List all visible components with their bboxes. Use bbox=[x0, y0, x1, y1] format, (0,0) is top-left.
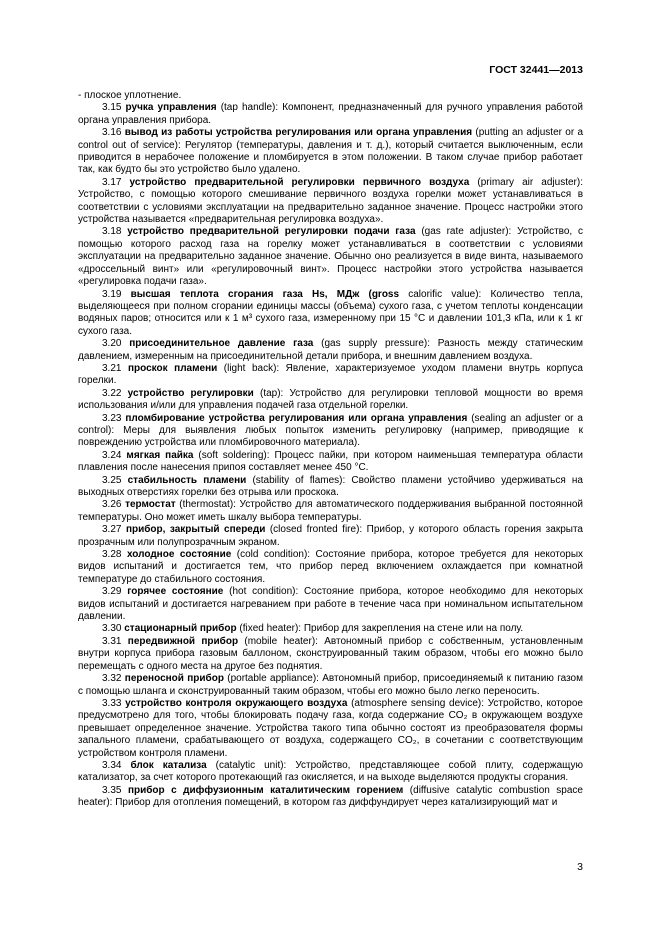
entry-term: устройство предварительной регулировки подачи газа bbox=[127, 226, 416, 238]
entry-definition: (cold condition): Состояние прибора, которое требуется для некоторых видов испытаний и достигается тем, что прибор перед включением охлаждается при комнатной температуре до стабильного состояния. bbox=[78, 549, 584, 585]
entry-number: 3.34 bbox=[102, 759, 122, 771]
definition-entry bbox=[78, 177, 583, 227]
definition-entry bbox=[78, 499, 583, 524]
entry-number: 3.19 bbox=[102, 288, 122, 300]
entry-term: прибор с диффузионным каталитическим горением bbox=[127, 784, 404, 796]
entry-definition: (tap): Устройство для регулировки тепловой мощности во время использования и/или для управления подачей газа отдельной горелки. bbox=[78, 387, 583, 412]
definitions-list bbox=[78, 102, 583, 809]
definition-entry bbox=[78, 388, 583, 413]
intro-line: - плоское уплотнение. bbox=[78, 90, 182, 101]
definition-entry bbox=[78, 623, 583, 635]
entry-number: 3.26 bbox=[102, 499, 122, 511]
entry-definition: (sealing an adjuster or a control): Меры для выявления любых попыток изменить регулировку (например, приводящие к повреждению устройства или пломбировочного материала). bbox=[78, 412, 583, 449]
definition-entry bbox=[78, 524, 583, 549]
definition-entry bbox=[78, 475, 583, 500]
definition-entry bbox=[78, 698, 583, 760]
entry-term: стационарный прибор bbox=[124, 623, 237, 635]
definition-entry bbox=[78, 363, 583, 388]
entry-term: термостат bbox=[125, 499, 176, 511]
entry-term: устройство регулировки bbox=[127, 387, 254, 399]
entry-number: 3.30 bbox=[102, 623, 122, 635]
entry-term: стабильность пламени bbox=[127, 474, 247, 486]
entry-definition: (portable appliance): Автономный прибор, присоединяемый к питанию газом с помощью шланга и сконструированный таким образом, чтобы его можно было легко переносить. bbox=[78, 673, 583, 697]
entry-definition: calorific value): Количество тепла, выделяющееся при полном сгорании единицы массы (объема) сухого газа, с учетом теплоты конденсации водяных паров; относится или к 1 м³ сухого газа, измеренному при 15 °С и давлении 101,3 кПа, или к 1 кг сухого газа. bbox=[78, 288, 584, 337]
entry-term: переносной прибор bbox=[124, 673, 224, 685]
entry-term: устройство предварительной регулировки первичного воздуха bbox=[129, 176, 470, 188]
entry-definition: (primary air adjuster): Устройство, с помощью которого смешивание первичного воздуха горелки может устанавливаться в соответствии с условиями эксплуатации на предварительно заданное значение. Процесс настройки этого устройства называется «предварительная регулировка воздуха». bbox=[78, 176, 583, 226]
entry-term: вывод из работы устройства регулирования или органа управления bbox=[124, 127, 473, 139]
document-body bbox=[78, 90, 583, 810]
entry-number: 3.18 bbox=[102, 226, 122, 238]
entry-term: ручка управления bbox=[125, 102, 217, 114]
entry-definition: (soft soldering): Процесс пайки, при котором наименьшая температура области плавления после нанесения припоя составляет менее 450 °С. bbox=[78, 449, 584, 474]
entry-definition: (diffusive catalytic combustion space heater): Прибор для отопления помещений, в котором газ диффундирует через катализирующий мат и bbox=[78, 784, 583, 809]
definition-entry bbox=[78, 586, 583, 623]
entry-definition: (catalytic unit): Устройство, представляющее собой плиту, содержащую катализатор, за счет которого протекающий газ окисляется, и на выходе выделяются продукты сгорания. bbox=[78, 759, 584, 784]
definition-entry bbox=[78, 673, 583, 698]
entry-number: 3.28 bbox=[102, 549, 122, 561]
entry-term: проскок пламени bbox=[127, 362, 218, 374]
entry-number: 3.21 bbox=[102, 362, 122, 374]
entry-number: 3.33 bbox=[102, 697, 122, 709]
definition-entry bbox=[78, 338, 583, 363]
entry-number: 3.20 bbox=[102, 338, 122, 350]
entry-definition: (atmosphere sensing device): Устройство, которое предусмотрено для того, чтобы блокировать подачу газа, когда содержание CO₂ в окружающем воздухе превышает определенное значение. Устройства такого типа обычно состоят из преобразователя формы запального пламени, срабатывающего от воздуха, содержащего CO₂, в сочетании с соответствующим устройством контроля пламени. bbox=[78, 697, 583, 759]
entry-definition: (stability of flames): Свойство пламени устойчиво удерживаться на выходных отверстиях горелки без отрыва или проскока. bbox=[78, 474, 583, 498]
entry-number: 3.32 bbox=[102, 673, 122, 685]
entry-number: 3.24 bbox=[102, 449, 122, 461]
entry-definition: (gas rate adjuster): Устройство, с помощью которого расход газа на горелку может устанавливаться в соответствии с условиями эксплуатации на предварительно заданное значение. Обычно оно реализуется в виде винта, называемого «дроссельный винт» или «регулировочный винт». Процесс настройки этого устройства называется «регулировка подачи газа». bbox=[78, 226, 584, 288]
entry-number: 3.35 bbox=[102, 784, 122, 796]
entry-definition: (closed fronted fire): Прибор, у которого область горения закрыта прозрачным или полупрозрачным экраном. bbox=[78, 524, 583, 548]
entry-number: 3.22 bbox=[102, 387, 122, 399]
entry-number: 3.15 bbox=[102, 102, 122, 114]
entry-number: 3.29 bbox=[102, 586, 122, 598]
entry-term: блок катализа bbox=[130, 759, 207, 771]
entry-definition: (mobile heater): Автономный прибор с собственным, установленным внутри корпуса прибора газовым баллоном, сконструированный таким образом, чтобы его можно было перемещать с одного места на другое без поднятия. bbox=[78, 635, 583, 672]
definition-entry bbox=[78, 760, 583, 785]
entry-term: горячее состояние bbox=[127, 586, 224, 598]
entry-term: устройство контроля окружающего воздуха bbox=[125, 697, 348, 709]
definition-entry bbox=[78, 413, 583, 450]
entry-term: прибор, закрытый спереди bbox=[125, 524, 266, 536]
definition-entry bbox=[78, 549, 583, 586]
entry-term: передвижной прибор bbox=[127, 635, 239, 647]
definition-entry bbox=[78, 636, 583, 673]
entry-definition: (hot condition): Состояние прибора, которое необходимо для некоторых видов испытаний и достигается нагреванием при работе в течение часа при номинальном испытательном давлении. bbox=[78, 586, 583, 623]
entry-definition: (thermostat): Устройство для автоматического поддерживания выбранной постоянной температуры. Оно может иметь шкалу выбора температуры. bbox=[78, 499, 584, 523]
definition-entry bbox=[78, 127, 583, 177]
document-header: ГОСТ 32441—2013 bbox=[489, 64, 583, 76]
entry-number: 3.23 bbox=[102, 412, 122, 424]
entry-definition: (gas supply pressure): Разность между статическим давлением, измеренным на присоединительной детали прибора, и внешним давлением воздуха. bbox=[78, 338, 583, 362]
entry-term: мягкая пайка bbox=[126, 449, 194, 461]
entry-term: холодное состояние bbox=[126, 549, 232, 561]
entry-definition: (tap handle): Компонент, предназначенный для ручного управления работой органа управления прибора. bbox=[78, 102, 583, 126]
entry-number: 3.17 bbox=[102, 176, 122, 188]
definition-entry bbox=[78, 785, 583, 810]
entry-number: 3.16 bbox=[102, 127, 122, 139]
entry-number: 3.31 bbox=[102, 635, 122, 647]
definition-entry bbox=[78, 289, 583, 339]
definition-entry bbox=[78, 450, 583, 475]
entry-number: 3.25 bbox=[102, 474, 122, 486]
entry-number: 3.27 bbox=[102, 524, 122, 536]
entry-definition: (putting an adjuster or a control out of service): Регулятор (температуры, давления и т. д.), который считается выключенным, если приводится в нерабочее положение и пломбируется в этом положении. В таком случае прибор работает так, как будто бы это устройство было удалено. bbox=[78, 127, 584, 176]
page-number: 3 bbox=[577, 861, 583, 873]
definition-entry bbox=[78, 102, 583, 127]
definition-entry bbox=[78, 226, 583, 288]
entry-definition: (light back): Явление, характеризуемое уходом пламени внутрь корпуса горелки. bbox=[78, 362, 583, 387]
entry-term: присоединительное давление газа bbox=[129, 338, 314, 350]
entry-term: высшая теплота сгорания газа Hs, МДж (gross bbox=[130, 288, 400, 300]
entry-definition: (fixed heater): Прибор для закрепления на стене или на полу. bbox=[236, 623, 524, 635]
entry-term: пломбирование устройства регулирования или органа управления bbox=[125, 412, 468, 424]
